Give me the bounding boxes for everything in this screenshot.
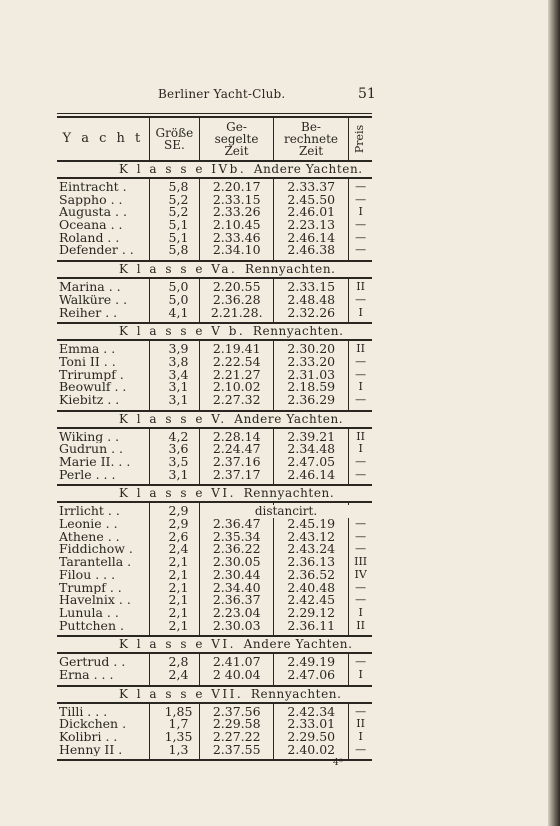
cell-corrected: 2.34.48 bbox=[287, 443, 336, 456]
section-title bbox=[57, 262, 372, 279]
section-title-gap bbox=[245, 324, 253, 338]
cell-name: Marie II. . . bbox=[59, 456, 131, 469]
cell-name: Roland . . bbox=[59, 231, 120, 245]
header-sailed-line-1: Ge- bbox=[226, 120, 247, 134]
section-description: Rennyachten. bbox=[243, 486, 335, 501]
column-prize bbox=[348, 279, 372, 322]
header-prize bbox=[348, 118, 372, 160]
section-class: K l a s s e V b. bbox=[119, 324, 246, 339]
running-head: Berliner Yacht-Club. bbox=[158, 87, 286, 101]
cell-name: Tarantella . bbox=[59, 556, 132, 569]
cell-size: 5,0 bbox=[168, 293, 189, 307]
column-name bbox=[57, 704, 149, 760]
cell-sailed: 2.19.41 bbox=[212, 343, 261, 356]
cell-prize: — bbox=[355, 543, 367, 556]
column-prize bbox=[348, 179, 372, 260]
cell-sailed: 2.36.37 bbox=[212, 594, 261, 607]
cell-name: Athene . . bbox=[59, 530, 120, 544]
cell-size: 4,1 bbox=[168, 306, 189, 320]
cell-size: 2,6 bbox=[168, 530, 189, 544]
section-title bbox=[57, 412, 372, 429]
cell-name: Eintracht . bbox=[59, 181, 127, 194]
header-corrected-line-3: Zeit bbox=[298, 144, 324, 158]
cell-corrected: 2.46.14 bbox=[287, 231, 336, 245]
cell-name: Perle . . . bbox=[59, 468, 116, 482]
table-body bbox=[57, 162, 372, 761]
cell-name: Sappho . . bbox=[59, 193, 123, 207]
cell-corrected: 2.29.12 bbox=[287, 606, 336, 620]
section-description: Rennyachten. bbox=[252, 324, 344, 339]
cell-prize: I bbox=[358, 668, 363, 681]
column-size bbox=[149, 654, 199, 684]
cell-prize: III bbox=[354, 556, 368, 569]
cell-prize: — bbox=[355, 518, 367, 531]
cell-sailed: 2.36.22 bbox=[212, 543, 261, 557]
book-spine bbox=[548, 0, 560, 826]
cell-sailed: 2.10.45 bbox=[212, 219, 261, 232]
cell-corrected: 2.39.21 bbox=[287, 430, 336, 444]
cell-prize: — bbox=[355, 219, 367, 232]
cell-size: 2,4 bbox=[168, 543, 189, 557]
column-corrected bbox=[273, 429, 348, 485]
table-top-rule-thin bbox=[57, 113, 372, 114]
section-class: K l a s s e VI. bbox=[119, 637, 236, 652]
cell-size: 3,9 bbox=[168, 343, 189, 356]
section-title-gap bbox=[237, 262, 245, 276]
cell-corrected: 2.45.19 bbox=[287, 518, 336, 531]
cell-prize: — bbox=[355, 594, 367, 607]
section-block bbox=[57, 429, 372, 487]
section-class: K l a s s e VI. bbox=[119, 486, 236, 501]
cell-prize: — bbox=[355, 368, 367, 381]
header-sailed-line-2: segelte bbox=[214, 132, 259, 146]
cell-corrected: 2.36.11 bbox=[287, 619, 336, 633]
cell-size: 3,1 bbox=[168, 381, 189, 394]
cell-name: Henny II . bbox=[59, 743, 123, 757]
cell-size: 5,2 bbox=[168, 193, 189, 207]
cell-corrected: 2.46.01 bbox=[287, 206, 336, 220]
column-corrected bbox=[273, 279, 348, 322]
cell-size: 1,35 bbox=[164, 731, 193, 744]
cell-size: 2,1 bbox=[168, 606, 189, 620]
cell-corrected: 2.36.29 bbox=[287, 393, 336, 407]
cell-corrected: 2.33.20 bbox=[287, 355, 336, 369]
column-corrected bbox=[273, 503, 348, 635]
header-yacht: Y a c h t bbox=[62, 131, 144, 146]
cell-prize: I bbox=[358, 443, 363, 456]
results-table bbox=[57, 113, 372, 761]
cell-corrected: 2.32.26 bbox=[287, 306, 336, 320]
cell-prize: II bbox=[356, 718, 365, 731]
cell-prize: II bbox=[356, 430, 365, 443]
section-title-gap bbox=[243, 687, 251, 701]
cell-corrected: 2.36.13 bbox=[287, 556, 336, 569]
column-name bbox=[57, 429, 149, 485]
cell-sailed: 2.23.04 bbox=[212, 606, 261, 620]
cell-name: Trumpf . . bbox=[59, 581, 122, 595]
column-corrected bbox=[273, 704, 348, 760]
cell-name: Walküre . . bbox=[59, 293, 128, 307]
cell-prize: — bbox=[355, 355, 367, 368]
column-name bbox=[57, 279, 149, 322]
cell-corrected: 2.48.48 bbox=[287, 293, 336, 307]
cell-name: Lunula . . bbox=[59, 606, 119, 620]
cell-corrected: 2.45.50 bbox=[287, 193, 336, 207]
cell-sailed: 2.30.05 bbox=[212, 556, 261, 569]
cell-corrected: 2.46.38 bbox=[287, 244, 336, 258]
cell-sailed: 2.37.56 bbox=[212, 705, 261, 719]
cell-size: 3,4 bbox=[168, 368, 189, 382]
cell-sailed: 2.37.17 bbox=[212, 468, 261, 482]
section-description: Andere Yachten. bbox=[234, 411, 344, 426]
cell-name: Leonie . . bbox=[59, 518, 118, 531]
cell-size: 2,9 bbox=[168, 505, 189, 519]
cell-sailed: 2.33.15 bbox=[212, 193, 261, 207]
column-size bbox=[149, 429, 199, 485]
cell-size: 5,8 bbox=[168, 181, 189, 194]
cell-corrected: 2.47.05 bbox=[287, 456, 336, 469]
column-name bbox=[57, 179, 149, 260]
section-title bbox=[57, 162, 372, 179]
cell-name: Fiddichow . bbox=[59, 543, 133, 557]
cell-size: 1,3 bbox=[168, 743, 189, 757]
column-size bbox=[149, 279, 199, 322]
cell-size: 2,1 bbox=[168, 556, 189, 569]
cell-name: Marina . . bbox=[59, 281, 121, 294]
column-sailed bbox=[199, 654, 273, 684]
cell-size: 5,1 bbox=[168, 231, 189, 245]
section-description: Andere Yachten. bbox=[243, 637, 353, 652]
column-size bbox=[149, 704, 199, 760]
column-corrected bbox=[273, 341, 348, 409]
header-size-line-2: SE. bbox=[163, 138, 185, 152]
section-class: K l a s s e V. bbox=[119, 411, 227, 426]
cell-prize: IV bbox=[354, 568, 367, 581]
cell-prize: II bbox=[356, 281, 365, 294]
header-sailed-line-3: Zeit bbox=[224, 144, 249, 158]
column-name bbox=[57, 341, 149, 409]
column-prize bbox=[348, 704, 372, 760]
cell-size: 2,8 bbox=[168, 656, 189, 669]
section-block bbox=[57, 341, 372, 411]
cell-size: 2,4 bbox=[168, 668, 189, 682]
cell-sailed: 2.21.27 bbox=[212, 368, 261, 382]
cell-name: Defender . . bbox=[59, 244, 134, 258]
header-size bbox=[149, 118, 199, 160]
cell-name: Kiebitz . . bbox=[59, 393, 120, 407]
header-size-line-1: Größe bbox=[155, 126, 194, 140]
column-sailed bbox=[199, 341, 273, 409]
cell-size: 3,1 bbox=[168, 468, 189, 482]
cell-sailed: 2.20.55 bbox=[212, 281, 261, 294]
cell-name: Gudrun . . bbox=[59, 443, 124, 456]
column-corrected bbox=[273, 179, 348, 260]
cell-sailed: 2.35.34 bbox=[212, 530, 261, 544]
cell-size: 2,9 bbox=[168, 518, 189, 531]
column-corrected bbox=[273, 654, 348, 684]
section-class: K l a s s e Va. bbox=[119, 262, 238, 277]
cell-corrected: 2.40.02 bbox=[287, 743, 336, 757]
column-prize bbox=[348, 341, 372, 409]
cell-size: 3,8 bbox=[168, 355, 189, 369]
cell-corrected: 2.42.34 bbox=[287, 705, 336, 719]
header-corrected-time bbox=[273, 118, 348, 160]
cell-prize: — bbox=[355, 293, 367, 306]
header-sailed-time bbox=[199, 118, 273, 160]
cell-size: 5,8 bbox=[168, 244, 189, 258]
cell-name: Gertrud . . bbox=[59, 656, 126, 669]
cell-sailed: 2.33.26 bbox=[212, 206, 261, 220]
cell-sailed: 2.29.58 bbox=[212, 718, 261, 731]
cell-size: 1,7 bbox=[168, 718, 189, 731]
column-name bbox=[57, 654, 149, 684]
cell-size: 5,2 bbox=[168, 206, 189, 220]
cell-size: 2,1 bbox=[168, 619, 189, 633]
column-sailed bbox=[199, 179, 273, 260]
cell-prize: I bbox=[358, 381, 363, 394]
page-number: 51 bbox=[358, 86, 376, 102]
cell-name: Emma . . bbox=[59, 343, 116, 356]
cell-name: Puttchen . bbox=[59, 619, 124, 633]
cell-size: 2,1 bbox=[168, 568, 189, 582]
cell-name: Oceana . . bbox=[59, 219, 123, 232]
cell-sailed: 2.28.14 bbox=[212, 430, 261, 444]
cell-name: Havelnix . . bbox=[59, 594, 131, 607]
cell-sailed: 2.36.47 bbox=[212, 518, 261, 531]
cell-size: 2,1 bbox=[168, 581, 189, 595]
cell-sailed: 2.37.16 bbox=[212, 456, 261, 469]
cell-name: Tilli . . . bbox=[59, 705, 108, 719]
column-sailed bbox=[199, 704, 273, 760]
section-title bbox=[57, 687, 372, 704]
cell-name: Augusta . . bbox=[59, 206, 127, 220]
cell-prize: — bbox=[355, 193, 367, 206]
cell-corrected: 2.46.14 bbox=[287, 468, 336, 482]
cell-corrected: 2.33.37 bbox=[287, 181, 336, 194]
column-prize bbox=[348, 429, 372, 485]
section-title-gap bbox=[236, 637, 244, 651]
cell-corrected: 2.18.59 bbox=[287, 381, 336, 394]
cell-prize: — bbox=[355, 244, 367, 257]
cell-corrected: 2.36.52 bbox=[287, 568, 336, 582]
cell-prize: — bbox=[355, 393, 367, 406]
section-title-gap bbox=[246, 162, 254, 176]
section-block bbox=[57, 654, 372, 686]
cell-prize: II bbox=[356, 343, 365, 356]
cell-corrected: 2.33.01 bbox=[287, 718, 336, 731]
cell-corrected: 2.47.06 bbox=[287, 668, 336, 682]
section-description: Andere Yachten. bbox=[253, 162, 363, 176]
cell-sailed: 2.27.32 bbox=[212, 393, 261, 407]
cell-prize: — bbox=[355, 705, 367, 718]
cell-corrected: 2.31.03 bbox=[287, 368, 336, 382]
cell-sailed: 2.33.46 bbox=[212, 231, 261, 245]
cell-corrected: 2.29.50 bbox=[287, 731, 336, 744]
cell-sailed: 2.30.44 bbox=[212, 568, 261, 582]
section-description: Rennyachten. bbox=[250, 686, 342, 701]
cell-size: 3,1 bbox=[168, 393, 189, 407]
column-size bbox=[149, 503, 199, 635]
column-sailed bbox=[199, 279, 273, 322]
section-block bbox=[57, 704, 372, 762]
cell-sailed: 2.34.10 bbox=[212, 244, 261, 258]
section-block bbox=[57, 179, 372, 262]
cell-name: Dickchen . bbox=[59, 718, 127, 731]
cell-name: Filou . . . bbox=[59, 568, 116, 582]
cell-name: Irrlicht . . bbox=[59, 505, 120, 519]
cell-corrected: 2.33.15 bbox=[287, 281, 336, 294]
cell-prize: — bbox=[355, 530, 367, 543]
cell-corrected: 2.40.48 bbox=[287, 581, 336, 595]
cell-name: Reiher . . bbox=[59, 306, 118, 320]
header-prize-label: Preis bbox=[353, 124, 367, 154]
cell-size: 5,0 bbox=[168, 281, 189, 294]
cell-sailed: 2.20.17 bbox=[212, 181, 261, 194]
cell-sailed: 2.22.54 bbox=[212, 355, 261, 369]
section-title bbox=[57, 637, 372, 654]
cell-sailed: 2.30.03 bbox=[212, 619, 261, 633]
cell-corrected: 2.49.19 bbox=[287, 656, 336, 669]
column-size bbox=[149, 179, 199, 260]
header-corrected-line-1: Be- bbox=[301, 120, 321, 134]
section-description: Rennyachten. bbox=[244, 262, 336, 277]
section-class: K l a s s e IVb. bbox=[119, 162, 247, 176]
cell-prize: — bbox=[355, 743, 367, 756]
cell-size: 3,6 bbox=[168, 443, 189, 456]
header-corrected-line-2: rechnete bbox=[283, 132, 339, 146]
cell-name: Kolibri . . bbox=[59, 731, 118, 744]
cell-sailed: 2.21.28. bbox=[210, 306, 263, 320]
cell-name: Trirumpf . bbox=[59, 368, 124, 382]
cell-corrected: 2.42.45 bbox=[287, 594, 336, 607]
cell-prize: I bbox=[358, 731, 363, 743]
cell-prize: — bbox=[355, 656, 367, 669]
column-prize bbox=[348, 654, 372, 684]
cell-sailed: 2.41.07 bbox=[212, 656, 261, 669]
cell-sailed: 2.37.55 bbox=[212, 743, 261, 757]
cell-prize: — bbox=[355, 456, 367, 468]
table-header bbox=[57, 118, 372, 162]
cell-sailed: 2 40.04 bbox=[212, 668, 261, 682]
cell-prize: I bbox=[358, 606, 363, 619]
cell-prize: — bbox=[355, 181, 367, 193]
cell-sailed: 2.10.02 bbox=[212, 381, 261, 394]
cell-name: Wiking . . bbox=[59, 430, 120, 444]
cell-size: 4,2 bbox=[168, 430, 189, 444]
cell-corrected: 2.43.12 bbox=[287, 530, 336, 544]
cell-prize: I bbox=[358, 206, 363, 219]
cell-name: Beowulf . . bbox=[59, 381, 127, 394]
cell-corrected: 2.30.20 bbox=[287, 343, 336, 356]
cell-name: Erna . . . bbox=[59, 668, 114, 682]
footer-signature: 4* bbox=[333, 758, 344, 768]
column-prize bbox=[348, 503, 372, 635]
cell-sailed: 2.36.28 bbox=[212, 293, 261, 307]
cell-sailed: 2.27.22 bbox=[212, 731, 261, 744]
cell-name: Toni II . . bbox=[59, 355, 116, 369]
section-title-gap bbox=[236, 486, 244, 500]
column-size bbox=[149, 341, 199, 409]
cell-size: 3,5 bbox=[168, 456, 189, 469]
column-sailed bbox=[199, 503, 273, 635]
cell-prize: II bbox=[356, 619, 365, 632]
cell-size: 2,1 bbox=[168, 594, 189, 607]
section-class: K l a s s e VII. bbox=[119, 686, 244, 701]
cell-sailed: 2.24.47 bbox=[212, 443, 261, 456]
cell-size: 5,1 bbox=[168, 219, 189, 232]
section-block bbox=[57, 503, 372, 637]
cell-prize: — bbox=[355, 468, 367, 481]
section-block bbox=[57, 279, 372, 324]
section-title bbox=[57, 486, 372, 503]
merged-remark: distancirt. bbox=[200, 505, 372, 518]
section-title bbox=[57, 324, 372, 341]
cell-prize: I bbox=[358, 306, 363, 319]
cell-prize: — bbox=[355, 581, 367, 594]
cell-corrected: 2.23.13 bbox=[287, 219, 336, 232]
cell-corrected: 2.43.24 bbox=[287, 543, 336, 557]
column-sailed bbox=[199, 429, 273, 485]
cell-prize: — bbox=[355, 231, 367, 244]
cell-sailed: 2.34.40 bbox=[212, 581, 261, 595]
column-name bbox=[57, 503, 149, 635]
cell-size: 1,85 bbox=[164, 705, 193, 719]
